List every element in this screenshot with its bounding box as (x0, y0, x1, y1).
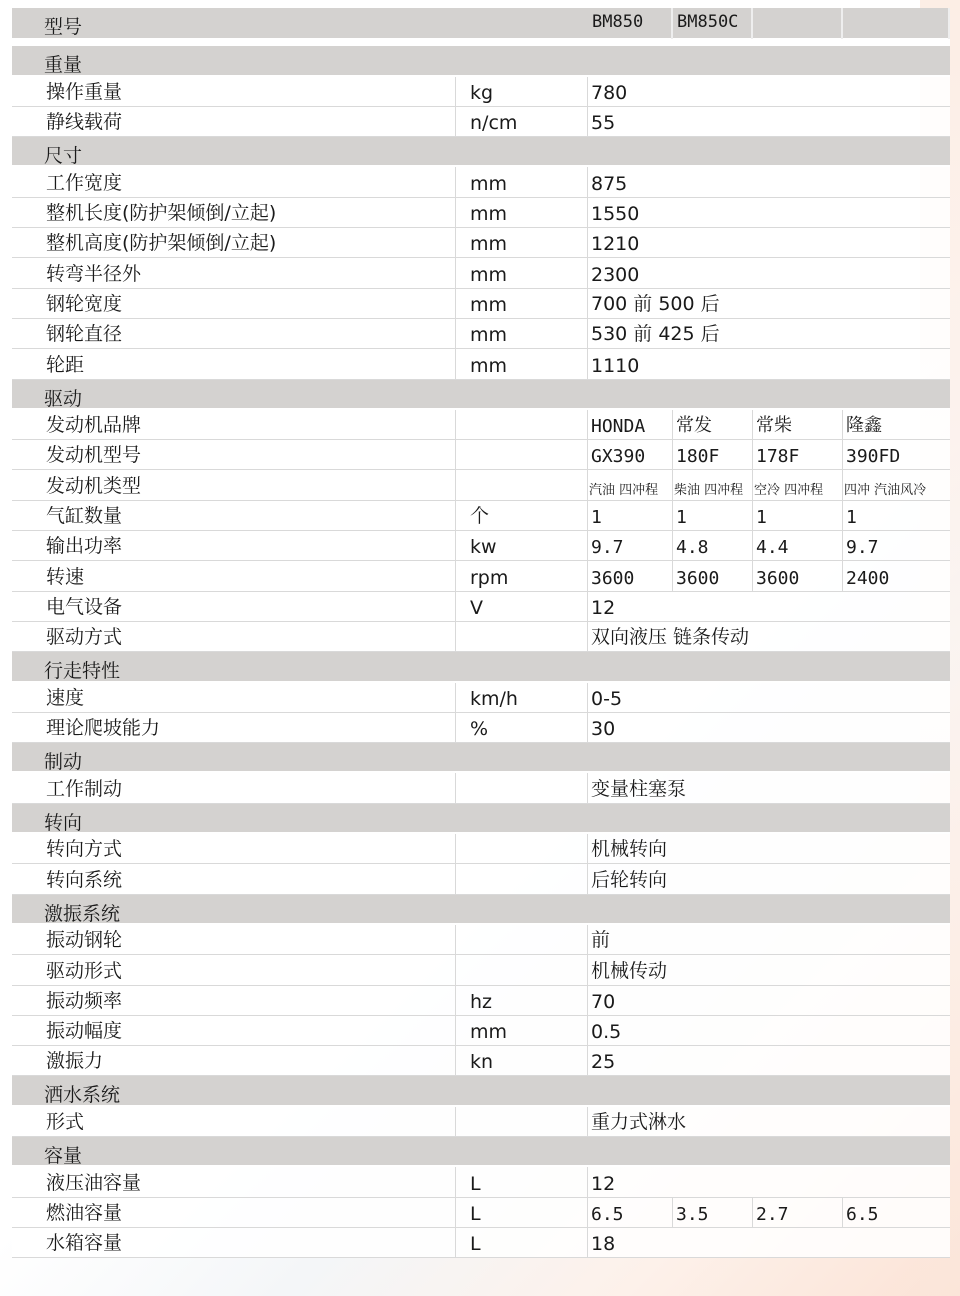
spec-label: 转向系统 (12, 864, 456, 893)
spec-unit (456, 622, 588, 651)
spec-value: 后轮转向 (591, 868, 668, 891)
spec-value: 178F (753, 440, 843, 469)
spec-unit: mm (456, 258, 588, 287)
spec-label: 整机高度(防护架倾倒/立起) (12, 228, 456, 257)
spec-unit: rpm (456, 561, 588, 590)
model-4 (843, 8, 950, 39)
spec-value: 2.7 (753, 1198, 843, 1227)
spec-value: 0-5 (591, 687, 623, 710)
spec-value: 3.5 (673, 1198, 753, 1227)
spec-value: 700 前 500 后 (591, 292, 720, 315)
spec-value: 4.4 (753, 531, 843, 560)
model-3 (753, 8, 843, 39)
spec-sections (12, 46, 950, 1258)
table-row (12, 440, 950, 470)
spec-value: 12 (591, 596, 616, 619)
table-row (12, 198, 950, 228)
table-row (12, 1198, 950, 1228)
spec-value: 12 (591, 1172, 616, 1195)
spec-unit (456, 955, 588, 984)
table-row (12, 1107, 950, 1137)
spec-value: 2300 (591, 263, 640, 286)
table-row (12, 228, 950, 258)
spec-value: 重力式淋水 (591, 1110, 687, 1133)
spec-value: 9.7 (846, 537, 879, 559)
spec-value: 前 (591, 929, 611, 952)
section-header: 驱动 (12, 380, 950, 410)
section-header: 容量 (12, 1137, 950, 1167)
spec-value: 柴油 四冲程 (673, 470, 753, 499)
table-row (12, 1228, 950, 1258)
spec-value: 55 (591, 112, 616, 135)
section-header: 激振系统 (12, 895, 950, 925)
model-1: BM850 (588, 8, 673, 39)
spec-label: 振动幅度 (12, 1016, 456, 1045)
spec-unit (456, 1107, 588, 1136)
spec-value: 1 (588, 501, 673, 530)
spec-value: 530 前 425 后 (591, 323, 720, 346)
table-row (12, 349, 950, 379)
spec-value: 6.5 (588, 1198, 673, 1227)
spec-unit (456, 834, 588, 863)
spec-label: 整机长度(防护架倾倒/立起) (12, 198, 456, 227)
spec-value: 隆鑫 (846, 415, 882, 437)
spec-unit: hz (456, 986, 588, 1015)
table-row (12, 834, 950, 864)
spec-value: 3600 (673, 561, 753, 590)
spec-value: 2400 (846, 567, 890, 589)
spec-value: 1110 (591, 354, 640, 377)
spec-unit: mm (456, 228, 588, 257)
spec-value: 30 (591, 718, 616, 741)
spec-unit: L (456, 1228, 588, 1257)
spec-value: 1210 (591, 233, 640, 256)
table-row (12, 713, 950, 743)
spec-unit: kg (456, 77, 588, 106)
spec-value: 70 (591, 990, 616, 1013)
spec-unit: mm (456, 349, 588, 378)
spec-value: GX390 (588, 440, 673, 469)
spec-value: 双向液压 链条传动 (591, 626, 750, 649)
spec-value: 常发 (673, 410, 753, 439)
table-row (12, 1046, 950, 1076)
table-row (12, 1167, 950, 1197)
spec-label: 输出功率 (12, 531, 456, 560)
spec-label: 振动钢轮 (12, 925, 456, 954)
spec-unit (456, 773, 588, 802)
spec-label: 驱动方式 (12, 622, 456, 651)
spec-label: 静线载荷 (12, 107, 456, 136)
spec-value: 25 (591, 1051, 616, 1074)
spec-unit: mm (456, 319, 588, 348)
model-label: 型号 (44, 16, 83, 38)
spec-label: 工作宽度 (12, 167, 456, 196)
spec-label: 发动机类型 (12, 470, 456, 499)
spec-unit (456, 925, 588, 954)
spec-unit: mm (456, 289, 588, 318)
section-header: 重量 (12, 46, 950, 76)
spec-label: 理论爬坡能力 (12, 713, 456, 742)
spec-value: HONDA (588, 410, 673, 439)
spec-value: 空冷 四冲程 (753, 470, 843, 499)
spec-label: 钢轮直径 (12, 319, 456, 348)
table-row (12, 167, 950, 197)
spec-unit: % (456, 713, 588, 742)
table-row (12, 986, 950, 1016)
spec-value: 变量柱塞泵 (591, 777, 687, 800)
spec-value: 四冲 汽油风冷 (844, 482, 927, 498)
spec-unit (456, 440, 588, 469)
table-row (12, 955, 950, 985)
table-row (12, 683, 950, 713)
spec-label: 振动频率 (12, 986, 456, 1015)
spec-value: 1 (673, 501, 753, 530)
spec-unit (456, 410, 588, 439)
section-header: 制动 (12, 743, 950, 773)
spec-label: 液压油容量 (12, 1167, 456, 1196)
table-row (12, 107, 950, 137)
table-row (12, 470, 950, 500)
spec-value: 4.8 (673, 531, 753, 560)
table-row (12, 319, 950, 349)
spec-unit: 个 (456, 501, 588, 530)
spec-value: 18 (591, 1233, 616, 1256)
section-header: 转向 (12, 804, 950, 834)
spec-unit: L (456, 1167, 588, 1196)
spec-value: 0.5 (591, 1021, 622, 1044)
spec-value: 3600 (753, 561, 843, 590)
table-row (12, 925, 950, 955)
section-header: 尺寸 (12, 137, 950, 167)
spec-unit: mm (456, 167, 588, 196)
spec-unit (456, 864, 588, 893)
spec-label: 水箱容量 (12, 1228, 456, 1257)
spec-unit: mm (456, 198, 588, 227)
table-row (12, 258, 950, 288)
table-row (12, 622, 950, 652)
spec-value: 汽油 四冲程 (588, 470, 673, 499)
spec-label: 发动机型号 (12, 440, 456, 469)
spec-unit: L (456, 1198, 588, 1227)
spec-value: 180F (673, 440, 753, 469)
spec-unit: km/h (456, 683, 588, 712)
spec-value: 875 (591, 172, 628, 195)
spec-label: 转弯半径外 (12, 258, 456, 287)
spec-value: 390FD (846, 446, 901, 468)
spec-label: 轮距 (12, 349, 456, 378)
table-row (12, 773, 950, 803)
spec-unit: mm (456, 1016, 588, 1045)
spec-label: 发动机品牌 (12, 410, 456, 439)
spec-label: 转速 (12, 561, 456, 590)
spec-unit: n/cm (456, 107, 588, 136)
spec-label: 转向方式 (12, 834, 456, 863)
table-row (12, 289, 950, 319)
spec-value: 1 (753, 501, 843, 530)
spec-label: 电气设备 (12, 592, 456, 621)
spec-value: 1 (846, 507, 857, 529)
table-row (12, 592, 950, 622)
table-row (12, 1016, 950, 1046)
spec-label: 速度 (12, 683, 456, 712)
spec-label: 形式 (12, 1107, 456, 1136)
table-row (12, 410, 950, 440)
spec-label: 工作制动 (12, 773, 456, 802)
spec-value: 机械传动 (591, 959, 668, 982)
spec-value: 机械转向 (591, 838, 668, 861)
spec-value: 1550 (591, 203, 640, 226)
spec-value: 9.7 (588, 531, 673, 560)
table-row (12, 864, 950, 894)
spec-value: 6.5 (846, 1203, 879, 1225)
spec-label: 燃油容量 (12, 1198, 456, 1227)
table-row (12, 501, 950, 531)
spec-value: 常柴 (753, 410, 843, 439)
spec-unit (456, 470, 588, 499)
section-header: 洒水系统 (12, 1076, 950, 1106)
spec-unit: V (456, 592, 588, 621)
spec-value: 780 (591, 81, 628, 104)
spec-unit: kn (456, 1046, 588, 1075)
table-row (12, 561, 950, 591)
spec-table (12, 8, 950, 1258)
spec-label: 操作重量 (12, 77, 456, 106)
spec-label: 激振力 (12, 1046, 456, 1075)
section-header: 行走特性 (12, 652, 950, 682)
spec-label: 驱动形式 (12, 955, 456, 984)
spec-label: 钢轮宽度 (12, 289, 456, 318)
spec-unit: kw (456, 531, 588, 560)
spec-label: 气缸数量 (12, 501, 456, 530)
model-header-row (12, 8, 950, 46)
table-row (12, 77, 950, 107)
spec-value: 3600 (588, 561, 673, 590)
model-2: BM850C (673, 8, 753, 39)
table-row (12, 531, 950, 561)
